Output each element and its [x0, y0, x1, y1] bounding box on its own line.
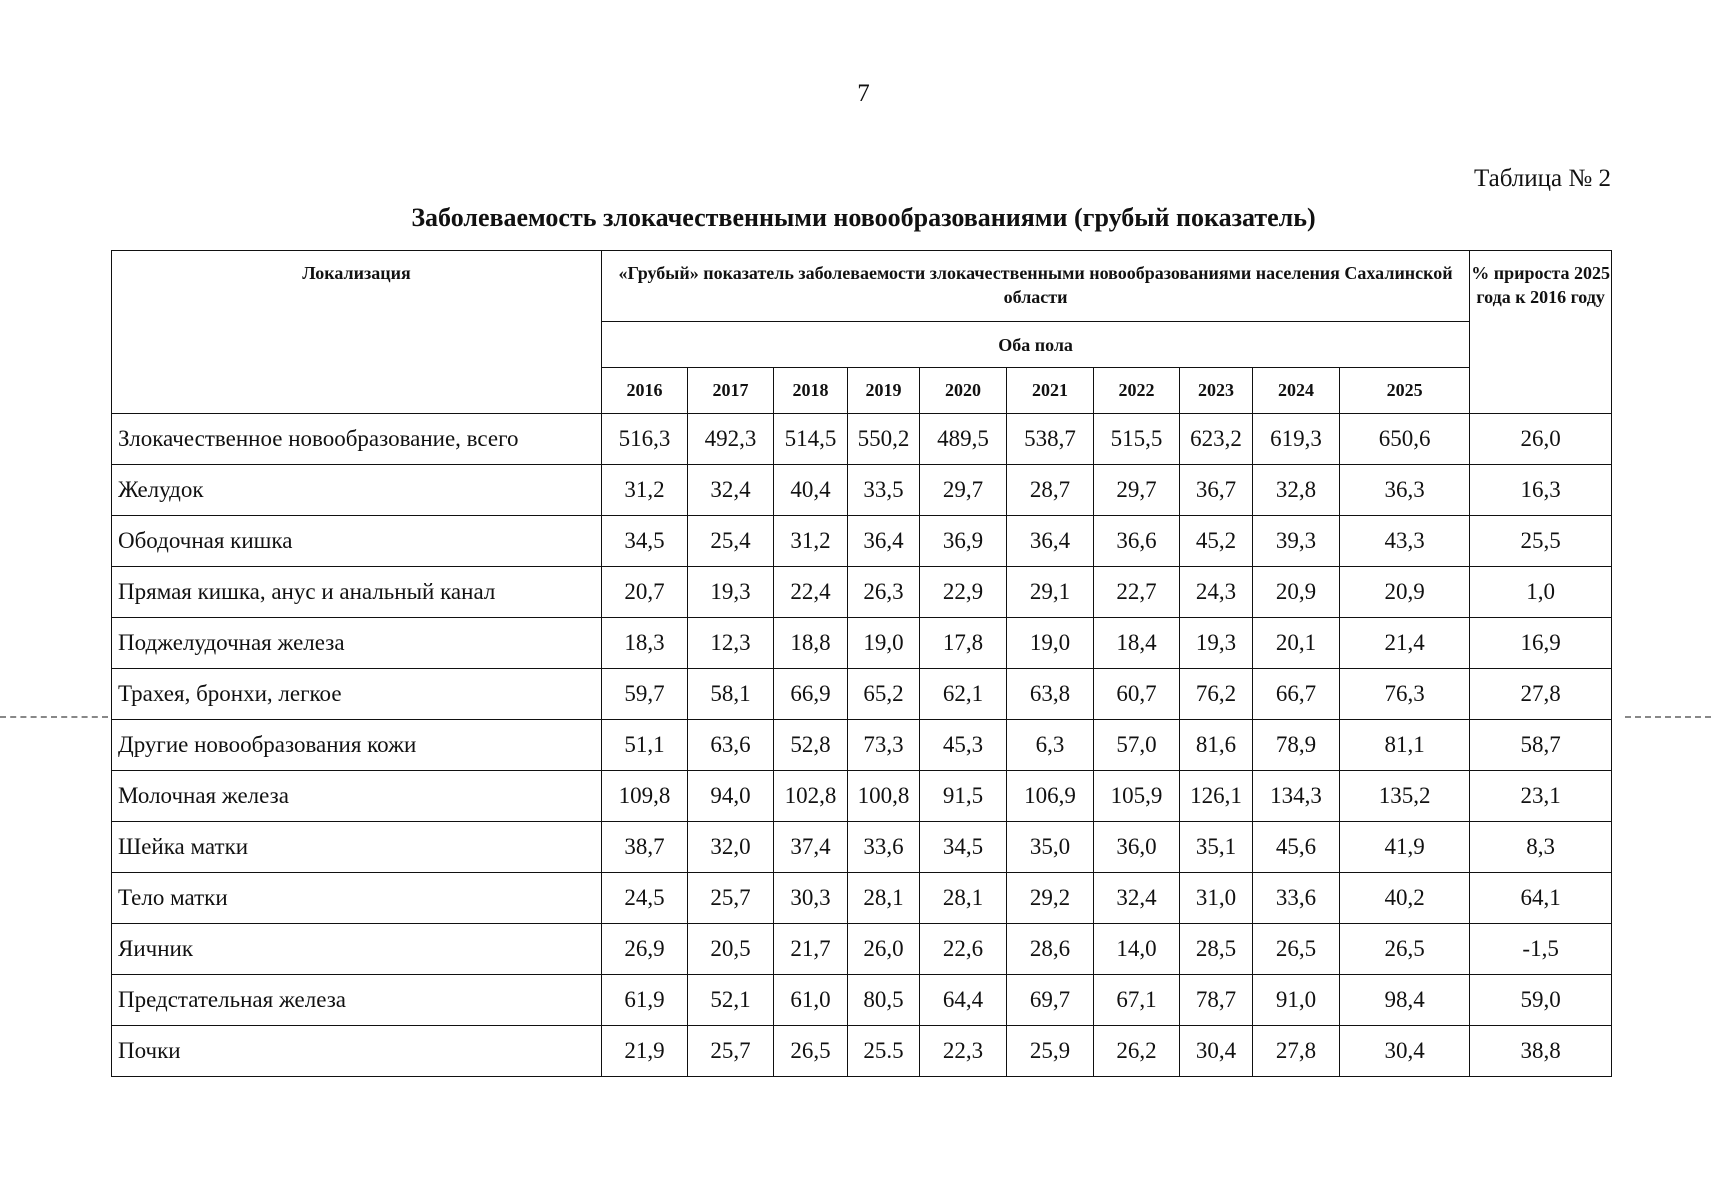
value-cell: 58,1: [688, 669, 774, 720]
value-cell: 81,1: [1340, 720, 1470, 771]
growth-cell: 27,8: [1470, 669, 1612, 720]
value-cell: 32,0: [688, 822, 774, 873]
year-header: 2022: [1094, 368, 1180, 414]
value-cell: 36,0: [1094, 822, 1180, 873]
value-cell: 19,3: [688, 567, 774, 618]
value-cell: 33,5: [848, 465, 920, 516]
value-cell: 29,7: [1094, 465, 1180, 516]
value-cell: 36,4: [848, 516, 920, 567]
header-growth: % прироста 2025 года к 2016 году: [1470, 251, 1612, 414]
value-cell: 20,5: [688, 924, 774, 975]
value-cell: 41,9: [1340, 822, 1470, 873]
value-cell: 35,1: [1180, 822, 1253, 873]
growth-cell: 59,0: [1470, 975, 1612, 1026]
value-cell: 24,3: [1180, 567, 1253, 618]
value-cell: 33,6: [848, 822, 920, 873]
value-cell: 619,3: [1253, 414, 1340, 465]
row-label: Молочная железа: [112, 771, 602, 822]
value-cell: 21,4: [1340, 618, 1470, 669]
row-label: Шейка матки: [112, 822, 602, 873]
value-cell: 26,9: [602, 924, 688, 975]
value-cell: 61,9: [602, 975, 688, 1026]
row-label: Почки: [112, 1026, 602, 1077]
value-cell: 6,3: [1007, 720, 1094, 771]
growth-cell: 25,5: [1470, 516, 1612, 567]
value-cell: 550,2: [848, 414, 920, 465]
growth-cell: 16,9: [1470, 618, 1612, 669]
value-cell: 28,6: [1007, 924, 1094, 975]
value-cell: 28,5: [1180, 924, 1253, 975]
row-label: Яичник: [112, 924, 602, 975]
value-cell: 26,2: [1094, 1026, 1180, 1077]
value-cell: 78,7: [1180, 975, 1253, 1026]
document-title: Заболеваемость злокачественными новообразованиями (грубый показатель): [411, 203, 1316, 232]
value-cell: 60,7: [1094, 669, 1180, 720]
value-cell: 26,5: [774, 1026, 848, 1077]
value-cell: 65,2: [848, 669, 920, 720]
year-header: 2024: [1253, 368, 1340, 414]
value-cell: 38,7: [602, 822, 688, 873]
value-cell: 20,7: [602, 567, 688, 618]
value-cell: 25,4: [688, 516, 774, 567]
value-cell: 26,5: [1253, 924, 1340, 975]
value-cell: 19,0: [848, 618, 920, 669]
value-cell: 76,2: [1180, 669, 1253, 720]
value-cell: 62,1: [920, 669, 1007, 720]
value-cell: 66,7: [1253, 669, 1340, 720]
value-cell: 135,2: [1340, 771, 1470, 822]
table-row: [112, 771, 1612, 822]
value-cell: 94,0: [688, 771, 774, 822]
value-cell: 73,3: [848, 720, 920, 771]
value-cell: 102,8: [774, 771, 848, 822]
value-cell: 22,4: [774, 567, 848, 618]
value-cell: 51,1: [602, 720, 688, 771]
value-cell: 134,3: [1253, 771, 1340, 822]
value-cell: 30,3: [774, 873, 848, 924]
value-cell: 34,5: [920, 822, 1007, 873]
year-header: 2018: [774, 368, 848, 414]
value-cell: 31,2: [774, 516, 848, 567]
year-header: 2021: [1007, 368, 1094, 414]
table-row: [112, 414, 1612, 465]
value-cell: 28,7: [1007, 465, 1094, 516]
growth-cell: 23,1: [1470, 771, 1612, 822]
growth-cell: 38,8: [1470, 1026, 1612, 1077]
value-cell: 14,0: [1094, 924, 1180, 975]
header-localization: Локализация: [112, 251, 602, 414]
value-cell: 30,4: [1180, 1026, 1253, 1077]
value-cell: 28,1: [920, 873, 1007, 924]
value-cell: 26,3: [848, 567, 920, 618]
value-cell: 35,0: [1007, 822, 1094, 873]
value-cell: 91,0: [1253, 975, 1340, 1026]
value-cell: 516,3: [602, 414, 688, 465]
value-cell: 29,2: [1007, 873, 1094, 924]
table-row: [112, 567, 1612, 618]
value-cell: 63,8: [1007, 669, 1094, 720]
row-label: Трахея, бронхи, легкое: [112, 669, 602, 720]
value-cell: 45,2: [1180, 516, 1253, 567]
table-row: [112, 1026, 1612, 1077]
header-sex: Оба пола: [602, 322, 1470, 368]
value-cell: 45,3: [920, 720, 1007, 771]
year-header: 2017: [688, 368, 774, 414]
value-cell: 40,2: [1340, 873, 1470, 924]
growth-cell: 8,3: [1470, 822, 1612, 873]
row-label: Ободочная кишка: [112, 516, 602, 567]
growth-cell: 58,7: [1470, 720, 1612, 771]
value-cell: 650,6: [1340, 414, 1470, 465]
year-header: 2016: [602, 368, 688, 414]
value-cell: 36,3: [1340, 465, 1470, 516]
row-label: Поджелудочная железа: [112, 618, 602, 669]
value-cell: 22,3: [920, 1026, 1007, 1077]
value-cell: 18,4: [1094, 618, 1180, 669]
year-header: 2019: [848, 368, 920, 414]
value-cell: 20,9: [1253, 567, 1340, 618]
header-row-group: [112, 251, 1612, 322]
value-cell: 69,7: [1007, 975, 1094, 1026]
value-cell: 36,9: [920, 516, 1007, 567]
value-cell: 31,0: [1180, 873, 1253, 924]
value-cell: 32,4: [688, 465, 774, 516]
table-row: [112, 720, 1612, 771]
value-cell: 29,1: [1007, 567, 1094, 618]
value-cell: 52,8: [774, 720, 848, 771]
value-cell: 17,8: [920, 618, 1007, 669]
value-cell: 27,8: [1253, 1026, 1340, 1077]
value-cell: 34,5: [602, 516, 688, 567]
value-cell: 80,5: [848, 975, 920, 1026]
table-row: [112, 873, 1612, 924]
table-row: [112, 618, 1612, 669]
value-cell: 57,0: [1094, 720, 1180, 771]
value-cell: 514,5: [774, 414, 848, 465]
value-cell: 32,4: [1094, 873, 1180, 924]
growth-cell: 1,0: [1470, 567, 1612, 618]
row-label: Желудок: [112, 465, 602, 516]
value-cell: 66,9: [774, 669, 848, 720]
value-cell: 37,4: [774, 822, 848, 873]
table-row: [112, 669, 1612, 720]
value-cell: 22,6: [920, 924, 1007, 975]
growth-cell: 64,1: [1470, 873, 1612, 924]
value-cell: 30,4: [1340, 1026, 1470, 1077]
page-divider-right: [1625, 716, 1711, 718]
value-cell: 22,9: [920, 567, 1007, 618]
growth-cell: -1,5: [1470, 924, 1612, 975]
value-cell: 26,0: [848, 924, 920, 975]
incidence-table: [111, 250, 1612, 1077]
table-row: [112, 465, 1612, 516]
year-header: 2023: [1180, 368, 1253, 414]
value-cell: 538,7: [1007, 414, 1094, 465]
value-cell: 67,1: [1094, 975, 1180, 1026]
row-label: Злокачественное новообразование, всего: [112, 414, 602, 465]
value-cell: 91,5: [920, 771, 1007, 822]
growth-cell: 16,3: [1470, 465, 1612, 516]
value-cell: 61,0: [774, 975, 848, 1026]
value-cell: 20,9: [1340, 567, 1470, 618]
year-header: 2025: [1340, 368, 1470, 414]
value-cell: 63,6: [688, 720, 774, 771]
value-cell: 28,1: [848, 873, 920, 924]
row-label: Другие новообразования кожи: [112, 720, 602, 771]
value-cell: 109,8: [602, 771, 688, 822]
value-cell: 19,0: [1007, 618, 1094, 669]
value-cell: 25,7: [688, 873, 774, 924]
value-cell: 24,5: [602, 873, 688, 924]
value-cell: 52,1: [688, 975, 774, 1026]
value-cell: 18,8: [774, 618, 848, 669]
table-row: [112, 975, 1612, 1026]
table-row: [112, 516, 1612, 567]
value-cell: 43,3: [1340, 516, 1470, 567]
value-cell: 20,1: [1253, 618, 1340, 669]
value-cell: 59,7: [602, 669, 688, 720]
value-cell: 22,7: [1094, 567, 1180, 618]
table-row: [112, 924, 1612, 975]
value-cell: 29,7: [920, 465, 1007, 516]
value-cell: 18,3: [602, 618, 688, 669]
value-cell: 31,2: [602, 465, 688, 516]
value-cell: 492,3: [688, 414, 774, 465]
value-cell: 26,5: [1340, 924, 1470, 975]
value-cell: 19,3: [1180, 618, 1253, 669]
value-cell: 64,4: [920, 975, 1007, 1026]
value-cell: 126,1: [1180, 771, 1253, 822]
page-divider-left: [0, 716, 108, 718]
value-cell: 25,9: [1007, 1026, 1094, 1077]
value-cell: 515,5: [1094, 414, 1180, 465]
value-cell: 100,8: [848, 771, 920, 822]
value-cell: 33,6: [1253, 873, 1340, 924]
value-cell: 21,7: [774, 924, 848, 975]
value-cell: 76,3: [1340, 669, 1470, 720]
value-cell: 36,4: [1007, 516, 1094, 567]
value-cell: 36,6: [1094, 516, 1180, 567]
value-cell: 78,9: [1253, 720, 1340, 771]
value-cell: 489,5: [920, 414, 1007, 465]
growth-cell: 26,0: [1470, 414, 1612, 465]
table-label: Таблица № 2: [1473, 165, 1611, 192]
value-cell: 36,7: [1180, 465, 1253, 516]
value-cell: 45,6: [1253, 822, 1340, 873]
row-label: Тело матки: [112, 873, 602, 924]
value-cell: 81,6: [1180, 720, 1253, 771]
value-cell: 623,2: [1180, 414, 1253, 465]
value-cell: 25,7: [688, 1026, 774, 1077]
value-cell: 105,9: [1094, 771, 1180, 822]
value-cell: 12,3: [688, 618, 774, 669]
table-row: [112, 822, 1612, 873]
page-number: 7: [857, 80, 870, 107]
row-label: Предстательная железа: [112, 975, 602, 1026]
value-cell: 21,9: [602, 1026, 688, 1077]
value-cell: 40,4: [774, 465, 848, 516]
row-label: Прямая кишка, анус и анальный канал: [112, 567, 602, 618]
value-cell: 25.5: [848, 1026, 920, 1077]
value-cell: 32,8: [1253, 465, 1340, 516]
value-cell: 106,9: [1007, 771, 1094, 822]
value-cell: 39,3: [1253, 516, 1340, 567]
header-group: «Грубый» показатель заболеваемости злокачественными новообразованиями населения Сахалинской области: [602, 251, 1470, 322]
year-header: 2020: [920, 368, 1007, 414]
value-cell: 98,4: [1340, 975, 1470, 1026]
